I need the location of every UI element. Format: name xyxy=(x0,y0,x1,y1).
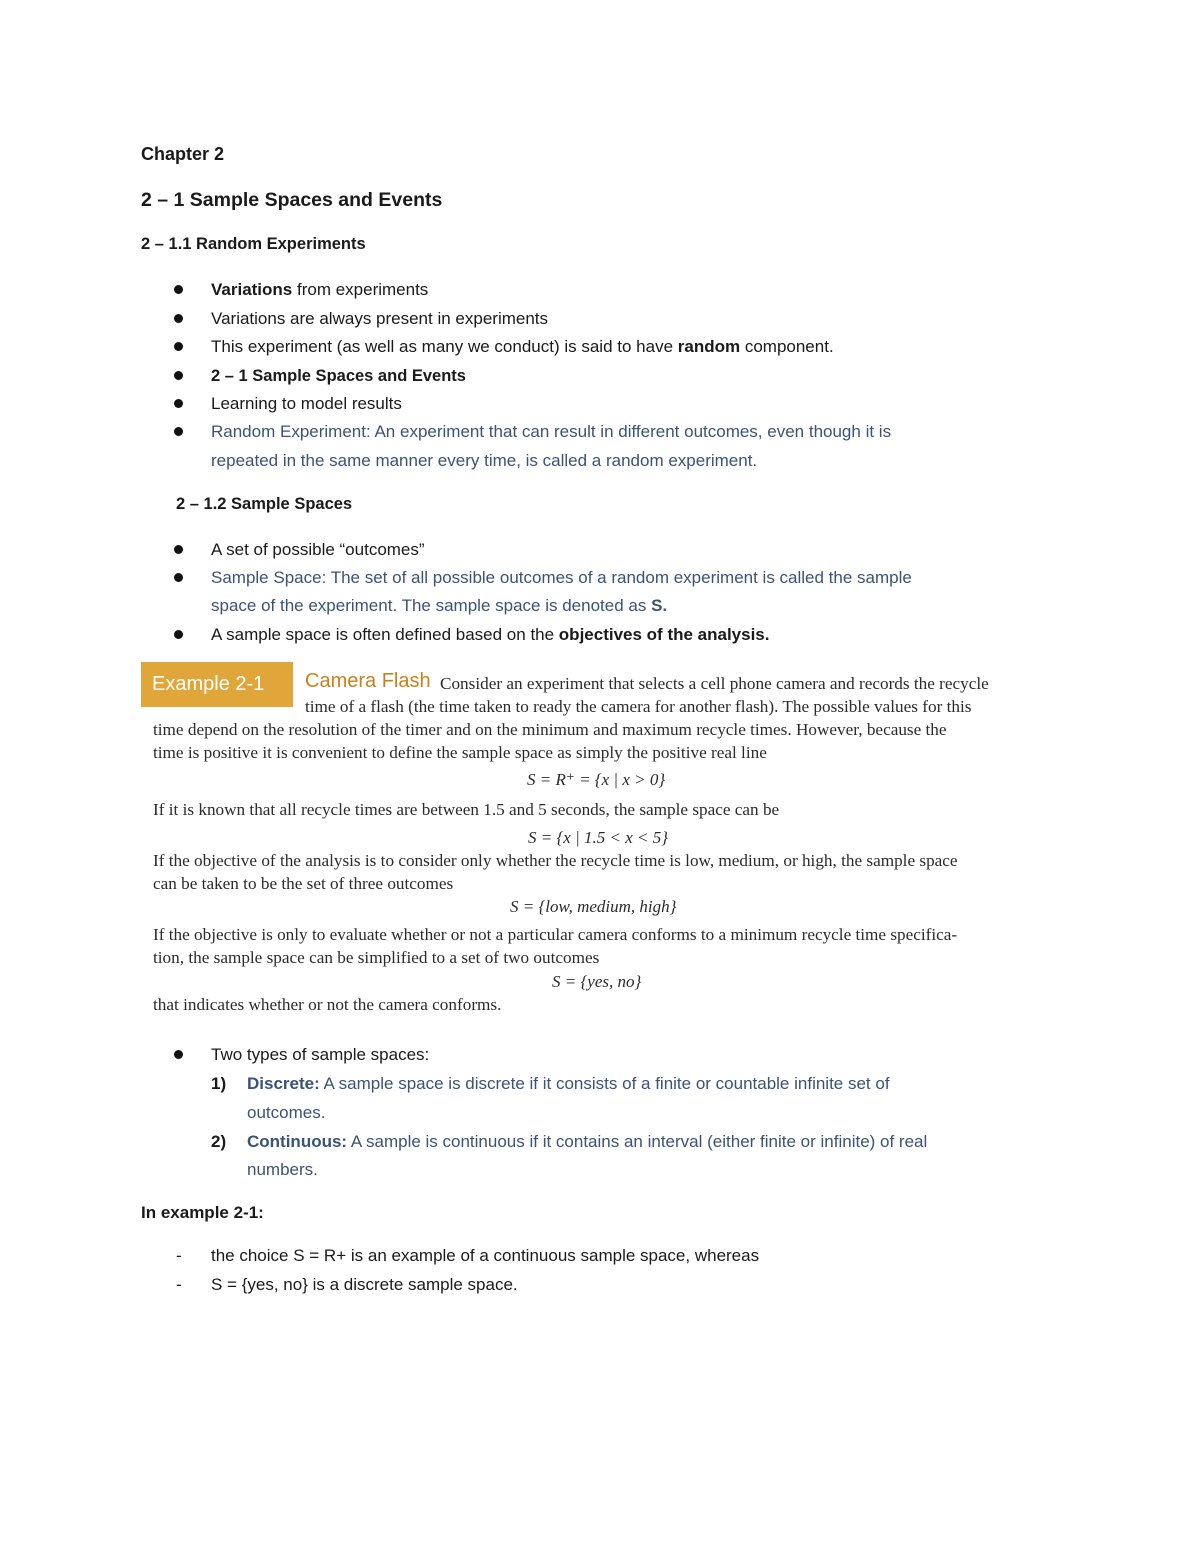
equation: S = R⁺ = {x | x > 0} xyxy=(527,770,666,789)
example-text: time of a flash (the time taken to ready the camera for another flash). The possible values for this xyxy=(305,697,972,716)
bullet-icon xyxy=(174,1050,183,1059)
list-item: Two types of sample spaces: xyxy=(211,1045,430,1064)
list-item: the choice S = R+ is an example of a continuous sample space, whereas xyxy=(211,1246,760,1265)
numbered-item-cont: numbers. xyxy=(247,1160,318,1179)
subsection-heading-random-experiments: 2 – 1.1 Random Experiments xyxy=(141,235,366,253)
list-item-definition-cont: repeated in the same manner every time, is called a random experiment. xyxy=(211,451,758,470)
list-item: S = {yes, no} is a discrete sample space. xyxy=(211,1275,518,1294)
subsection-heading-sample-spaces: 2 – 1.2 Sample Spaces xyxy=(176,495,353,513)
bullet-icon xyxy=(174,573,183,582)
bullet-icon xyxy=(174,371,183,380)
list-item-definition: Random Experiment: An experiment that can result in different outcomes, even though it is xyxy=(211,422,892,441)
example-badge: Example 2-1 xyxy=(141,662,293,707)
example-text: time is positive it is convenient to define the sample space as simply the positive real line xyxy=(153,743,767,762)
list-item: 2 – 1 Sample Spaces and Events xyxy=(211,367,466,385)
list-item: This experiment (as well as many we conduct) is said to have random component. xyxy=(211,337,834,356)
numbered-item-cont: outcomes. xyxy=(247,1103,326,1122)
list-item-definition: Sample Space: The set of all possible outcomes of a random experiment is called the sample xyxy=(211,568,912,587)
example-text: If it is known that all recycle times are between 1.5 and 5 seconds, the sample space can be xyxy=(153,800,780,819)
equation: S = {yes, no} xyxy=(552,972,642,991)
list-item: A sample space is often defined based on the objectives of the analysis. xyxy=(211,625,770,644)
list-item: Learning to model results xyxy=(211,394,402,413)
in-example-heading: In example 2-1: xyxy=(141,1203,264,1222)
equation: S = {low, medium, high} xyxy=(510,897,677,916)
dash-marker: - xyxy=(176,1275,182,1294)
example-text: time depend on the resolution of the timer and on the minimum and maximum recycle times. However, because the xyxy=(153,720,947,739)
bullet-icon xyxy=(174,545,183,554)
bullet-icon xyxy=(174,285,183,294)
example-text: Consider an experiment that selects a cell phone camera and records the recycle xyxy=(440,674,989,693)
list-item: A set of possible “outcomes” xyxy=(211,540,425,559)
list-number: 2) xyxy=(211,1132,227,1151)
equation: S = {x | 1.5 < x < 5} xyxy=(528,828,669,847)
list-number: 1) xyxy=(211,1074,227,1093)
example-text: tion, the sample space can be simplified to a set of two outcomes xyxy=(153,948,600,967)
list-item-definition-cont: space of the experiment. The sample space is denoted as S. xyxy=(211,596,668,615)
dash-marker: - xyxy=(176,1246,182,1265)
example-text: If the objective is only to evaluate whether or not a particular camera conforms to a minimum recycle time specifica- xyxy=(153,925,958,944)
section-heading: 2 – 1 Sample Spaces and Events xyxy=(141,189,443,211)
bullet-icon xyxy=(174,427,183,436)
bullet-icon xyxy=(174,342,183,351)
list-item: Variations are always present in experiments xyxy=(211,309,549,328)
bullet-icon xyxy=(174,314,183,323)
numbered-item: Continuous: A sample is continuous if it contains an interval (either finite or infinite) of real xyxy=(247,1132,928,1151)
list-item: Variations from experiments xyxy=(211,280,429,299)
example-text: can be taken to be the set of three outcomes xyxy=(153,874,454,893)
example-title: Camera Flash xyxy=(305,670,431,692)
bullet-icon xyxy=(174,399,183,408)
chapter-heading: Chapter 2 xyxy=(141,144,225,164)
numbered-item: Discrete: A sample space is discrete if it consists of a finite or countable infinite set of xyxy=(247,1074,890,1093)
example-text: If the objective of the analysis is to consider only whether the recycle time is low, medium, or high, the sample space xyxy=(153,851,958,870)
example-text: that indicates whether or not the camera conforms. xyxy=(153,995,502,1014)
bullet-icon xyxy=(174,630,183,639)
